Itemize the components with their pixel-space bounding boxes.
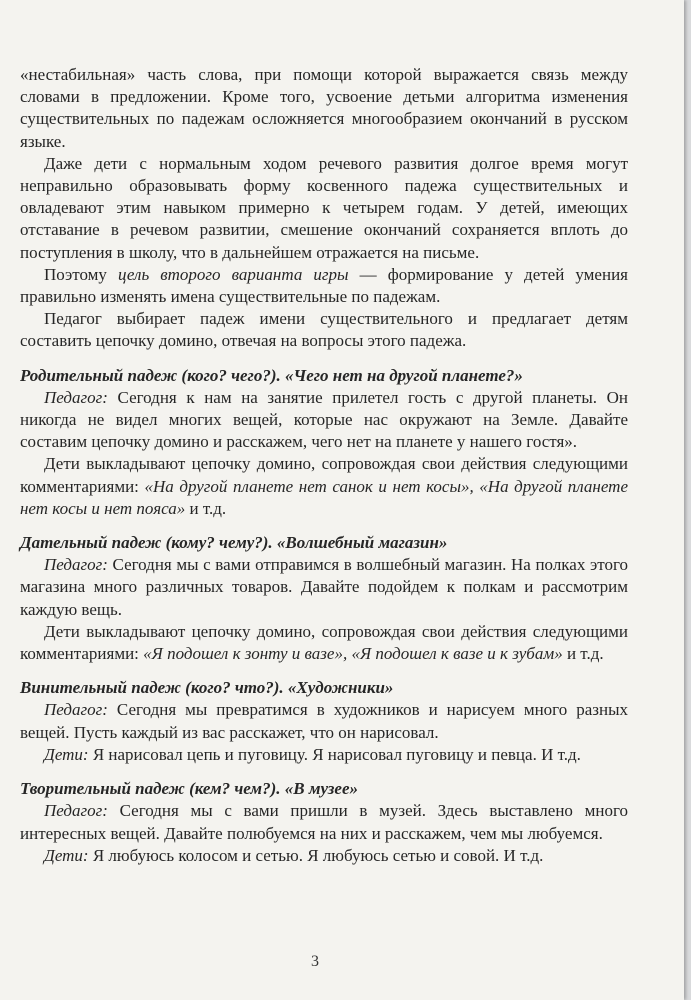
- section-heading: Винительный падеж (кого? что?). «Художники»: [20, 678, 394, 698]
- paragraph: Педагог выбирает падеж имени существительного и предлагает детям составить цепочку домино, отвечая на вопросы этого падежа.: [20, 309, 628, 351]
- section-heading: Дательный падеж (кому? чему?). «Волшебный магазин»: [20, 533, 448, 553]
- paragraph: Даже дети с нормальным ходом речевого развития долгое время могут неправильно образовывать форму косвенного падежа существительных и овладевают этим навыком примерно к четырем годам. У детей, имеющих отставание в речевом развитии, смешение окончаний сохраняется вплоть до поступления в школу, что в дальнейшем отражается на письме.: [20, 153, 628, 262]
- section-genitive: [20, 365, 628, 520]
- section-heading: Творительный падеж (кем? чем?). «В музее»: [20, 779, 359, 799]
- paragraph: Педагог: Сегодня мы превратимся в художников и нарисуем много разных вещей. Пусть каждый из вас расскажет, что он нарисовал.: [20, 700, 628, 742]
- speaker-label: Педагог:: [44, 700, 108, 720]
- speaker-label: Дети:: [44, 845, 89, 865]
- speaker-label: Педагог:: [44, 801, 108, 821]
- section-heading: Родительный падеж (кого? чего?). «Чего нет на другой планете?»: [20, 365, 523, 385]
- speaker-label: Педагог:: [44, 387, 108, 407]
- speaker-label: Педагог:: [44, 555, 108, 575]
- section-dative: [20, 532, 628, 665]
- page-number: 3: [311, 953, 319, 970]
- example-quote: «Я подошел к зонту и вазе», «Я подошел к вазе и к зубам»: [143, 644, 563, 664]
- paragraph: Педагог: Сегодня мы с вами отправимся в волшебный магазин. На полках этого магазина много различных товаров. Давайте подойдем к полкам и рассмотрим каждую вещь.: [20, 555, 628, 619]
- page-body: [20, 64, 628, 867]
- emphasis: цель второго варианта игры: [118, 264, 349, 284]
- paragraph: Дети выкладывают цепочку домино, сопровождая свои действия следующими комментариями: «Я подошел к зонту и вазе», «Я подошел к вазе и к зубам» и т.д.: [20, 621, 628, 664]
- paragraph: Поэтому цель второго варианта игры — формирование у детей умения правильно изменять имена существительные по падежам.: [20, 264, 628, 307]
- example-quote: «На другой планете нет санок и нет косы», «На другой планете нет косы и нет пояса»: [20, 476, 628, 518]
- paragraph: Педагог: Сегодня к нам на занятие прилетел гость с другой планеты. Он никогда не видел многих вещей, которые нас окружают на Земле. Давайте составим цепочку домино и расскажем, чего нет на планете у нашего гостя».: [20, 387, 628, 452]
- paragraph: «нестабильная» часть слова, при помощи которой выражается связь между словами в предложении. Кроме того, усвоение детьми алгоритма изменения существительных по падежам осложняется многообразием окончаний в русском языке.: [20, 65, 628, 151]
- section-accusative: [20, 677, 628, 766]
- speaker-label: Дети:: [44, 744, 89, 764]
- paragraph: Дети выкладывают цепочку домино, сопровождая свои действия следующими комментариями: «На другой планете нет санок и нет косы», «На другой планете нет косы и нет пояса» и т.д.: [20, 454, 628, 518]
- section-instrumental: [20, 778, 628, 867]
- paragraph: Педагог: Сегодня мы с вами пришли в музей. Здесь выставлено много интересных вещей. Давайте полюбуемся на них и расскажем, чем мы любуемся.: [20, 801, 628, 843]
- paragraph: Дети: Я нарисовал цепь и пуговицу. Я нарисовал пуговицу и певца. И т.д.: [44, 744, 581, 764]
- paragraph: Дети: Я любуюсь колосом и сетью. Я любуюсь сетью и совой. И т.д.: [44, 845, 544, 865]
